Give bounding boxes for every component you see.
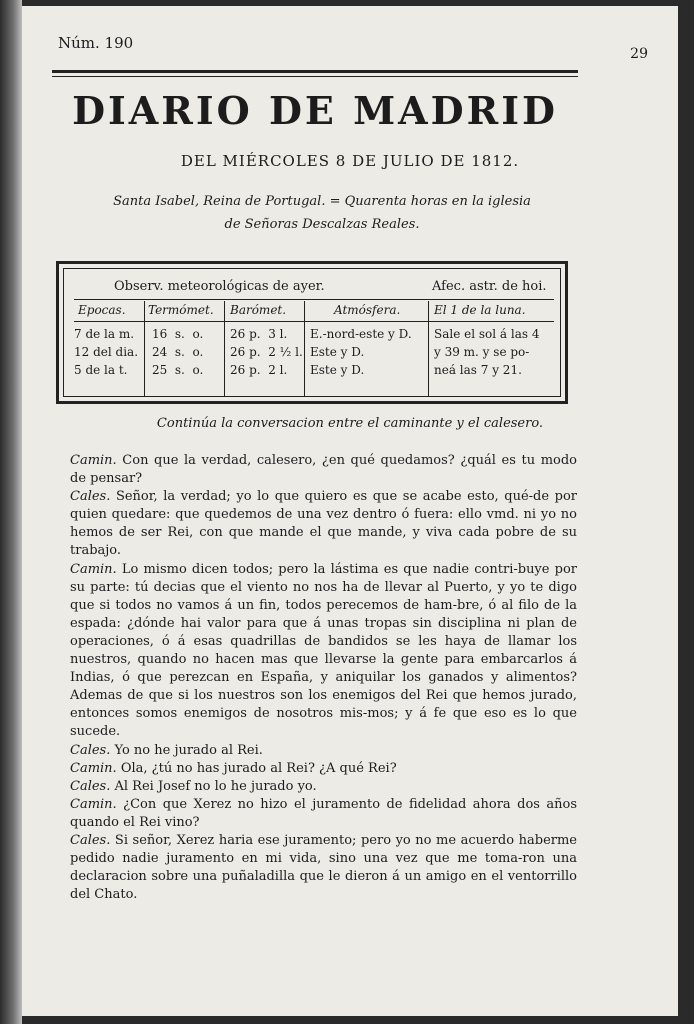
cell-termo: 25 s. o. <box>152 363 204 377</box>
cell-atmos: E.-nord-este y D. <box>310 327 412 341</box>
dialogue-text: Lo mismo dicen todos; pero la lástima es que nadie contri-buye por su parte: tú decias que el viento no nos ha de llevar al Puerto, y yo te digo que si todos no vamos á un fin, todos perecemos de ham-bre, ó al filo de la espada: ¿dónde hai valor para que á unas tropas sin disciplina ni plan de operaciones, ó á esas quadrillas de bandidos se les haya de llamar los nuestros, quando no hacen mas que llevarse la gente para embarcarlos á Indias, ó que perezcan en España, y aniquilar los ganados y alimentos? Ademas de que si los nuestros son los enemigos del Rei que hemos jurado, entonces somos enemigos de nosotros mis-mos; y á fe que eso es lo que sucede. <box>70 561 577 740</box>
dialogue-paragraph <box>50 452 577 488</box>
dialogue-paragraph <box>50 561 577 742</box>
weather-table-inner <box>63 268 561 397</box>
weather-table <box>56 261 568 404</box>
weather-divider <box>74 299 554 300</box>
dialogue-text: Con que la verdad, calesero, ¿en qué quedamos? ¿quál es tu modo de pensar? <box>70 453 577 487</box>
speaker-label: Camin. <box>70 760 117 776</box>
weather-observ-title: Observ. meteorológicas de ayer. <box>114 279 325 294</box>
dialogue-text: Señor, la verdad; yo lo que quiero es que se acabe esto, qué-de por quien quedare: que quedemos de una vez dentro ó fuera: ello vmd. ni yo no hemos de ser Rei, con que mande el que mande, y viva cada pobre de su trabajo. <box>70 489 577 559</box>
speaker-label: Camin. <box>70 561 117 577</box>
dialogue-paragraph <box>50 796 577 832</box>
issue-date: DEL MIÉRCOLES 8 DE JULIO DE 1812. <box>180 152 520 170</box>
col-luna: El 1 de la luna. <box>434 303 526 317</box>
dialogue-text: Si señor, Xerez haria ese juramento; pero yo no me acuerdo haberme pedido nadie juramento en mi vida, sino una vez que me toma-ron una declaracion sobre una puñaladilla que le dieron á un amigo en el ventorrillo del Chato. <box>70 832 578 903</box>
saints-notice <box>62 190 582 236</box>
header-rule-thick <box>52 70 578 73</box>
scan-border-right <box>678 0 694 1024</box>
dialogue-paragraph <box>50 778 577 796</box>
article-subtitle: Continúa la conversacion entre el caminante y el calesero. <box>156 416 544 431</box>
cell-termo: 16 s. o. <box>152 327 204 341</box>
cell-termo: 24 s. o. <box>152 345 204 359</box>
speaker-label: Camin. <box>70 796 117 812</box>
col-atmosfera: Atmósfera. <box>334 303 401 317</box>
weather-row <box>310 361 364 379</box>
dialogue-paragraph <box>50 742 577 760</box>
dialogue-text: Yo no he jurado al Rei. <box>114 742 263 758</box>
weather-row <box>230 361 287 379</box>
weather-row <box>230 343 303 361</box>
weather-row <box>310 343 364 361</box>
saints-line-1: Santa Isabel, Reina de Portugal. = Quarenta horas en la iglesia <box>113 194 531 209</box>
col-barometro: Barómet. <box>230 303 287 317</box>
saints-line-2: de Señoras Descalzas Reales. <box>224 217 420 232</box>
article-body <box>50 452 577 904</box>
cell-baro: 26 p. 2 l. <box>230 363 288 377</box>
cell-epoca: 7 de la m. <box>74 327 135 341</box>
dialogue-text: Al Rei Josef no lo he jurado yo. <box>114 778 317 794</box>
weather-col-divider <box>144 301 145 396</box>
issue-number: Núm. 190 <box>58 34 134 52</box>
weather-col-divider <box>304 301 305 396</box>
dialogue-paragraph <box>50 760 577 778</box>
speaker-label: Cales. <box>70 742 111 758</box>
weather-row <box>74 325 134 343</box>
cell-epoca: 5 de la t. <box>74 363 128 377</box>
weather-col-divider <box>224 301 225 396</box>
cell-baro: 26 p. 3 l. <box>230 327 288 341</box>
weather-row <box>310 325 412 343</box>
header-rule-thin <box>52 76 578 77</box>
weather-row <box>152 343 203 361</box>
weather-row <box>152 325 203 343</box>
col-termometro: Termómet. <box>148 303 214 317</box>
weather-row <box>152 361 203 379</box>
scan-border-left <box>0 0 22 1024</box>
speaker-label: Cales. <box>70 832 111 848</box>
speaker-label: Cales. <box>70 489 111 505</box>
cell-baro: 26 p. 2 ½ l. <box>230 345 303 359</box>
dialogue-text: Ola, ¿tú no has jurado al Rei? ¿A qué Rei? <box>120 760 397 776</box>
newspaper-page <box>22 6 678 1016</box>
speaker-label: Cales. <box>70 778 111 794</box>
page-number: 29 <box>630 46 648 62</box>
weather-col-divider <box>428 301 429 396</box>
luna-text: y 39 m. y se po- <box>434 345 530 359</box>
weather-divider <box>74 321 554 322</box>
weather-row <box>74 361 128 379</box>
luna-text: neá las 7 y 21. <box>434 363 522 377</box>
weather-row <box>230 325 287 343</box>
masthead-title: DIARIO DE MADRID <box>72 88 558 133</box>
dialogue-paragraph <box>50 488 577 560</box>
cell-atmos: Este y D. <box>310 363 365 377</box>
cell-atmos: Este y D. <box>310 345 365 359</box>
dialogue-paragraph <box>50 832 577 904</box>
weather-row <box>74 343 138 361</box>
cell-epoca: 12 del dia. <box>74 345 139 359</box>
speaker-label: Camin. <box>70 453 117 468</box>
luna-text: Sale el sol á las 4 <box>434 327 540 341</box>
dialogue-text: ¿Con que Xerez no hizo el juramento de fidelidad ahora dos años quando el Rei vino? <box>70 796 578 830</box>
weather-astro-title: Afec. astr. de hoi. <box>432 279 547 294</box>
col-epocas: Epocas. <box>78 303 126 317</box>
